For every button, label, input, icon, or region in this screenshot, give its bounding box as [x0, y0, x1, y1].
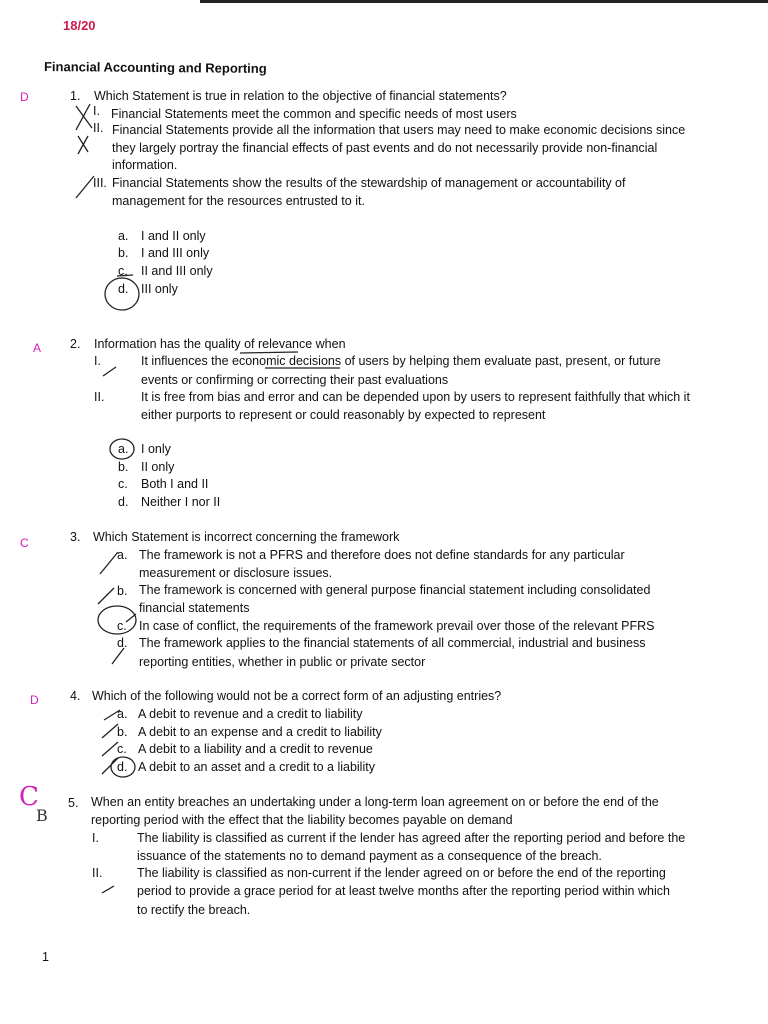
question-number: 5.: [68, 796, 79, 810]
statement-line: either purports to represent or could reasonably by expected to represent: [141, 408, 546, 422]
statement-numeral: II.: [93, 121, 104, 135]
choice-letter: a.: [117, 707, 128, 721]
question-stem: When an entity breaches an undertaking under a long-term loan agreement on or before the end of the: [91, 795, 659, 809]
question-stem: Which Statement is incorrect concerning the framework: [93, 530, 400, 544]
statement-numeral: I.: [94, 354, 101, 368]
statement-line: Financial Statements provide all the information that users may need to make economic decisions since: [112, 123, 686, 137]
cross-mark: [78, 136, 88, 154]
statement-line: to rectify the breach.: [137, 903, 251, 917]
choice-text: A debit to an expense and a credit to liability: [138, 725, 382, 739]
choice-letter: d.: [118, 495, 129, 509]
check-stroke: [100, 552, 118, 574]
question-stem: Which Statement is true in relation to the objective of financial statements?: [94, 89, 507, 103]
cross-mark: [76, 104, 92, 130]
check-stroke: [102, 724, 118, 738]
statement-line: events or confirming or correcting their past evaluations: [141, 373, 449, 387]
choice-text: II only: [141, 460, 175, 474]
statement-numeral: II.: [94, 390, 105, 404]
choice-text: I and III only: [141, 246, 210, 260]
statement-numeral: II.: [92, 866, 103, 880]
statement-line: information.: [112, 158, 178, 172]
statement-line: Financial Statements show the results of the stewardship of management or accountability of: [112, 176, 626, 190]
answer-mark-q3: C: [20, 536, 29, 550]
choice-text: I and II only: [141, 229, 206, 243]
answer-mark-q1: D: [20, 90, 29, 104]
choice-text: In case of conflict, the requirements of the framework prevail over those of the relevant PFRS: [139, 619, 655, 633]
choice-text: The framework is concerned with general purpose financial statement including consolidated: [139, 583, 651, 597]
answer-correction-q5: B: [36, 806, 48, 825]
statement-numeral: I.: [93, 104, 100, 118]
statement-numeral: I.: [92, 831, 99, 845]
statement-line: they largely portray the financial effects of past events and do not necessarily provide non-financial: [112, 141, 658, 155]
choice-letter: a.: [118, 442, 129, 456]
choice-text: I only: [141, 442, 171, 456]
choice-letter: b.: [118, 246, 129, 260]
choice-letter: c.: [118, 477, 128, 491]
choice-letter: c.: [117, 619, 127, 633]
choice-text: measurement or disclosure issues.: [139, 566, 333, 580]
statement-line: management for the resources entrusted to it.: [112, 194, 365, 208]
statement-line: It influences the economic decisions of users by helping them evaluate past, present, or future: [141, 354, 661, 368]
check-stroke: [103, 367, 116, 376]
choice-text: III only: [141, 282, 178, 296]
statement-line: issuance of the statements no to demand payment as a consequence of the breach.: [137, 849, 602, 863]
page-number: 1: [42, 950, 49, 964]
statement-line: The liability is classified as current if the lender has agreed after the reporting period and before the: [137, 831, 686, 845]
statement-numeral: III.: [93, 176, 107, 190]
choice-text: A debit to an asset and a credit to a liability: [138, 760, 375, 774]
statement-line: It is free from bias and error and can be depended upon by users to represent faithfully that which it: [141, 390, 690, 404]
choice-letter: d.: [118, 282, 129, 296]
question-stem: Information has the quality of relevance when: [94, 337, 346, 351]
choice-text: Neither I nor II: [141, 495, 221, 509]
choice-letter: b.: [118, 460, 129, 474]
check-stroke: [102, 742, 118, 756]
answer-mark-q2: A: [33, 341, 42, 355]
choice-text: The framework is not a PFRS and therefore does not define standards for any particular: [139, 548, 625, 562]
question-stem: reporting period with the effect that the liability becomes payable on demand: [91, 813, 513, 827]
statement-line: Financial Statements meet the common and specific needs of most users: [111, 107, 517, 121]
choice-text: financial statements: [139, 601, 250, 615]
underline-stroke: [240, 352, 298, 353]
check-stroke: [98, 588, 114, 604]
choice-letter: a.: [117, 548, 128, 562]
score: 18/20: [63, 18, 96, 33]
choice-text: reporting entities, whether in public or private sector: [139, 655, 426, 669]
choice-text: A debit to a liability and a credit to revenue: [138, 742, 373, 756]
choice-letter: c.: [117, 742, 127, 756]
statement-line: The liability is classified as non-current if the lender agreed on or before the end of the reporting: [137, 866, 666, 880]
check-stroke: [102, 758, 118, 774]
check-stroke: [102, 886, 114, 893]
question-number: 1.: [70, 89, 81, 103]
question-number: 4.: [70, 689, 81, 703]
choice-text: Both I and II: [141, 477, 209, 491]
choice-letter: c.: [118, 264, 128, 278]
choice-letter: b.: [117, 725, 128, 739]
choice-letter: a.: [118, 229, 129, 243]
top-edge-rule: [200, 0, 768, 3]
check-stroke: [112, 648, 124, 664]
choice-letter: d.: [117, 760, 128, 774]
question-number: 2.: [70, 337, 81, 351]
check-stroke: [126, 614, 136, 622]
answer-mark-q4: D: [30, 693, 39, 707]
question-stem: Which of the following would not be a correct form of an adjusting entries?: [92, 689, 502, 703]
check-stroke: [76, 176, 94, 198]
choice-letter: b.: [117, 584, 128, 598]
choice-letter: d.: [117, 636, 128, 650]
choice-text: A debit to revenue and a credit to liability: [138, 707, 363, 721]
answer-mark-q5: C: [19, 782, 39, 812]
statement-line: period to provide a grace period for at least twelve months after the reporting period within which: [137, 884, 670, 898]
choice-text: II and III only: [141, 264, 213, 278]
question-number: 3.: [70, 530, 81, 544]
choice-text: The framework applies to the financial statements of all commercial, industrial and business: [139, 636, 646, 650]
page-title: Financial Accounting and Reporting: [43, 59, 267, 76]
